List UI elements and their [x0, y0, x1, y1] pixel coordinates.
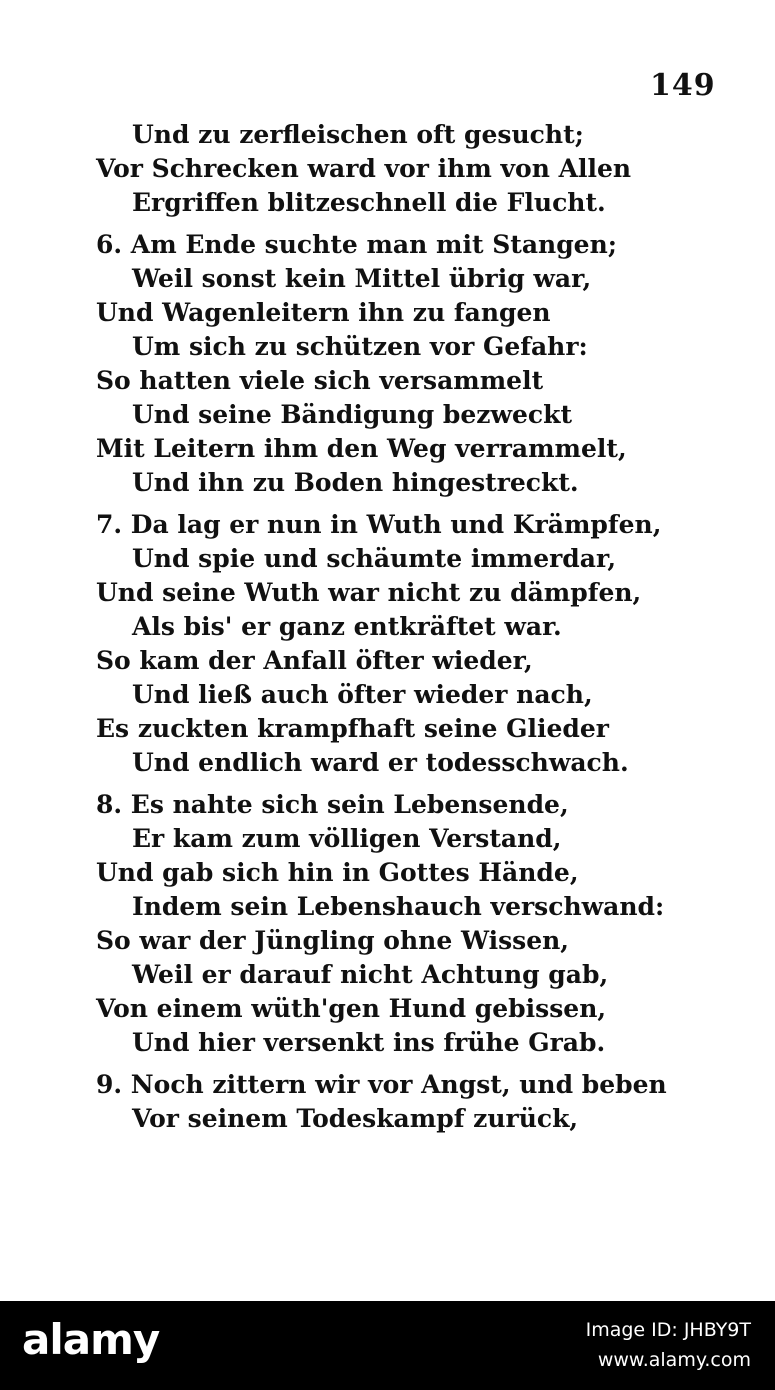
alamy-logo: alamy: [22, 1315, 160, 1364]
poem-line: Als bis' er ganz entkräftet war.: [132, 612, 562, 641]
poem-line: Und ließ auch öfter wieder nach,: [132, 680, 593, 709]
poem-line: Um sich zu schützen vor Gefahr:: [132, 332, 588, 361]
poem-line: 9. Noch zittern wir vor Angst, und beben: [96, 1070, 667, 1099]
poem-line: 6. Am Ende suchte man mit Stangen;: [96, 230, 617, 259]
poem-line: 7. Da lag er nun in Wuth und Krämpfen,: [96, 510, 662, 539]
poem-line: So hatten viele sich versammelt: [96, 366, 544, 395]
poem-line: Und Wagenleitern ihn zu fangen: [96, 298, 551, 327]
poem-line: Mit Leitern ihm den Weg verrammelt,: [96, 434, 627, 463]
poem-line: Er kam zum völligen Verstand,: [132, 824, 562, 853]
poem-line: So kam der Anfall öfter wieder,: [96, 646, 533, 675]
poem-line: Und zu zerfleischen oft gesucht;: [132, 120, 584, 149]
poem-line: 8. Es nahte sich sein Lebensende,: [96, 790, 569, 819]
site-url: www.alamy.com: [597, 1349, 751, 1371]
poem-line: Vor seinem Todeskampf zurück,: [132, 1104, 579, 1133]
poem-line: Vor Schrecken ward vor ihm von Allen: [96, 154, 632, 183]
poem-line: Weil sonst kein Mittel übrig war,: [132, 264, 592, 293]
poem-line: Von einem wüth'gen Hund gebissen,: [96, 994, 607, 1023]
poem-line: Und hier versenkt ins frühe Grab.: [132, 1028, 606, 1057]
poem-line: Ergriffen blitzeschnell die Flucht.: [132, 188, 606, 217]
page-number: 149: [650, 68, 716, 103]
image-id-label: Image ID: JHBY9T: [585, 1319, 751, 1341]
poem-line: Weil er darauf nicht Achtung gab,: [132, 960, 609, 989]
poem-line: Und gab sich hin in Gottes Hände,: [96, 858, 579, 887]
poem-line: Und ihn zu Boden hingestreckt.: [132, 468, 579, 497]
poem-line: Und seine Wuth war nicht zu dämpfen,: [96, 578, 642, 607]
poem-line: Und seine Bändigung bezweckt: [132, 400, 573, 429]
poem-line: Es zuckten krampfhaft seine Glieder: [96, 714, 609, 743]
poem-line: Und spie und schäumte immerdar,: [132, 544, 617, 573]
poem-text: [96, 118, 696, 1136]
watermark-footer: [0, 1301, 775, 1390]
poem-line: So war der Jüngling ohne Wissen,: [96, 926, 570, 955]
poem-line: Indem sein Lebenshauch verschwand:: [132, 892, 665, 921]
poem-line: Und endlich ward er todesschwach.: [132, 748, 629, 777]
